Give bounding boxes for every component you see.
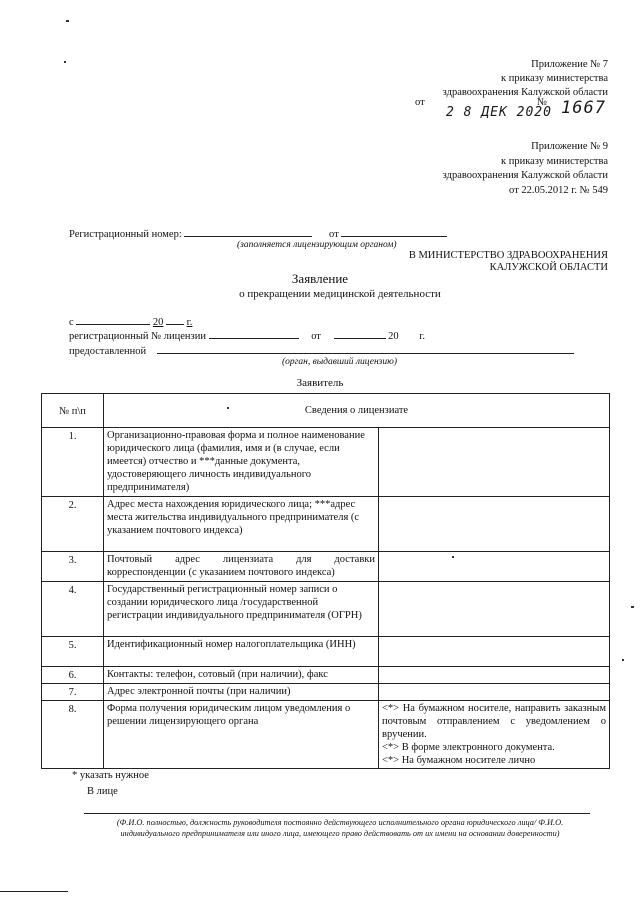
appendix9-title: Приложение № 9: [531, 141, 608, 152]
fio-note-line2: индивидуального предпринимателя или иного лица, имеющего право действовать от их имени на основании доверенности): [120, 829, 560, 838]
row-label: Адрес места нахождения юридического лица; ***адрес места жительства индивидуального предпринимателя (с указанием почтового индекса): [104, 497, 379, 552]
table-row: [42, 497, 610, 552]
applicant-heading: Заявитель: [296, 377, 344, 389]
period-line: [69, 314, 192, 328]
row-num: 2.: [42, 497, 104, 552]
row-label: Почтовый адрес лицензиата для доставки корреспонденции (с указанием почтового индекса): [104, 552, 379, 582]
row-num: 8.: [42, 701, 104, 769]
delivery-option-electronic[interactable]: <*> В форме электронного документа.: [382, 742, 555, 753]
appendix7-line3: здравоохранения Калужской области: [442, 87, 608, 98]
provided-note: (орган, выдавший лицензию): [282, 357, 397, 367]
table-header-row: [42, 394, 610, 428]
registration-number-field[interactable]: [184, 226, 312, 237]
period-year-20: 20: [152, 317, 164, 328]
footnote-choose: * указать нужное: [72, 770, 149, 781]
row-num: 7.: [42, 684, 104, 701]
row-num: 4.: [42, 582, 104, 637]
signatory-field[interactable]: [84, 813, 590, 814]
delivery-option-paper-in-person[interactable]: <*> На бумажном носителе лично: [382, 755, 536, 766]
row-num: 3.: [42, 552, 104, 582]
license-year-suffix: г.: [419, 331, 426, 342]
row-label: Форма получения юридическим лицом уведомления о решении лицензирующего органа: [104, 701, 379, 769]
license-label: регистрационный № лицензии: [69, 331, 206, 342]
licensee-info-table: [41, 393, 610, 769]
row-num: 5.: [42, 637, 104, 667]
fio-note-line1: (Ф.И.О. полностью, должность руководителя постоянно действующего исполнительного органа юридического лица/ Ф.И.О.: [116, 818, 564, 827]
row-label: Организационно-правовая форма и полное наименование юридического лица (фамилия, имя и (в случае, если имеется) отчество и ***данные документа, удостоверяющего личность индивидуального предпринимателя): [104, 428, 379, 497]
license-number-field[interactable]: [209, 328, 299, 339]
bottom-rule: [0, 891, 68, 892]
row-value-field[interactable]: [379, 667, 610, 684]
appendix9-line2: к приказу министерства: [500, 155, 608, 167]
row-num: 1.: [42, 428, 104, 497]
table-row: [42, 428, 610, 497]
table-row: [42, 637, 610, 667]
row-num: 6.: [42, 667, 104, 684]
row-value-field[interactable]: [379, 582, 610, 637]
provided-by-field[interactable]: [157, 343, 574, 354]
document-title: Заявление: [291, 271, 349, 286]
document-subtitle: о прекращении медицинской деятельности: [239, 288, 441, 300]
period-year-suffix: г.: [186, 317, 193, 328]
registration-note: (заполняется лицензирующим органом): [237, 240, 397, 250]
table-row: [42, 684, 610, 701]
delivery-option-paper-mail[interactable]: <*> На бумажном носителе, направить заказным почтовым отправлением с уведомлением о вручении.: [382, 703, 606, 740]
appendix9-line4: от 22.05.2012 г. № 549: [509, 184, 608, 196]
row-label: Государственный регистрационный номер записи о создании юридического лица /государственной регистрации индивидуального предпринимателя (ОГРН): [104, 582, 379, 637]
appendix7-block: [308, 58, 608, 100]
provided-label: предоставленной: [69, 346, 147, 357]
provided-line: [69, 343, 574, 357]
appendix9-line3: здравоохранения Калужской области: [442, 170, 608, 181]
appendix7-title: Приложение № 7: [531, 59, 608, 70]
period-year-field[interactable]: [166, 314, 184, 325]
license-line: [69, 328, 425, 342]
period-day-month-field[interactable]: [76, 314, 150, 325]
row-value-field[interactable]: [379, 637, 610, 667]
scan-mark: [631, 606, 634, 608]
row-label: Контакты: телефон, сотовый (при наличии), факс: [104, 667, 379, 684]
header-num: № п\п: [42, 394, 104, 428]
period-from-prefix: с: [69, 317, 74, 328]
delivery-options-cell: [379, 701, 610, 769]
license-year-20: 20: [388, 331, 399, 342]
row-label: Идентификационный номер налогоплательщика (ИНН): [104, 637, 379, 667]
scan-mark: [66, 20, 69, 22]
scan-mark: [64, 61, 66, 63]
addressee-line2: КАЛУЖСКОЙ ОБЛАСТИ: [489, 262, 608, 273]
addressee-line1: В МИНИСТЕРСТВО ЗДРАВООХРАНЕНИЯ: [408, 250, 608, 261]
table-row: [42, 701, 610, 769]
registration-date-field[interactable]: [341, 226, 447, 237]
appendix7-num-handwritten: 1667: [561, 98, 606, 118]
appendix7-num-label: №: [537, 97, 548, 108]
license-date-field[interactable]: [334, 328, 386, 339]
appendix9-block: [308, 140, 608, 198]
appendix7-date-stamp: 2 8 ДЕК 2020: [446, 105, 552, 120]
row-value-field[interactable]: [379, 428, 610, 497]
appendix7-from-label: от: [415, 97, 425, 108]
scan-mark: [622, 659, 624, 661]
row-value-field[interactable]: [379, 497, 610, 552]
license-from-label: от: [311, 331, 321, 342]
in-person-label: В лице: [87, 786, 118, 797]
registration-label: Регистрационный номер:: [69, 229, 182, 240]
table-row: [42, 552, 610, 582]
row-value-field[interactable]: [379, 552, 610, 582]
row-value-field[interactable]: [379, 684, 610, 701]
table-row: [42, 667, 610, 684]
header-info: Сведения о лицензиате: [104, 394, 610, 428]
registration-from-label: от: [329, 229, 339, 240]
registration-line: [69, 226, 447, 240]
table-row: [42, 582, 610, 637]
appendix7-line2: к приказу министерства: [500, 73, 608, 84]
row-label: Адрес электронной почты (при наличии): [104, 684, 379, 701]
